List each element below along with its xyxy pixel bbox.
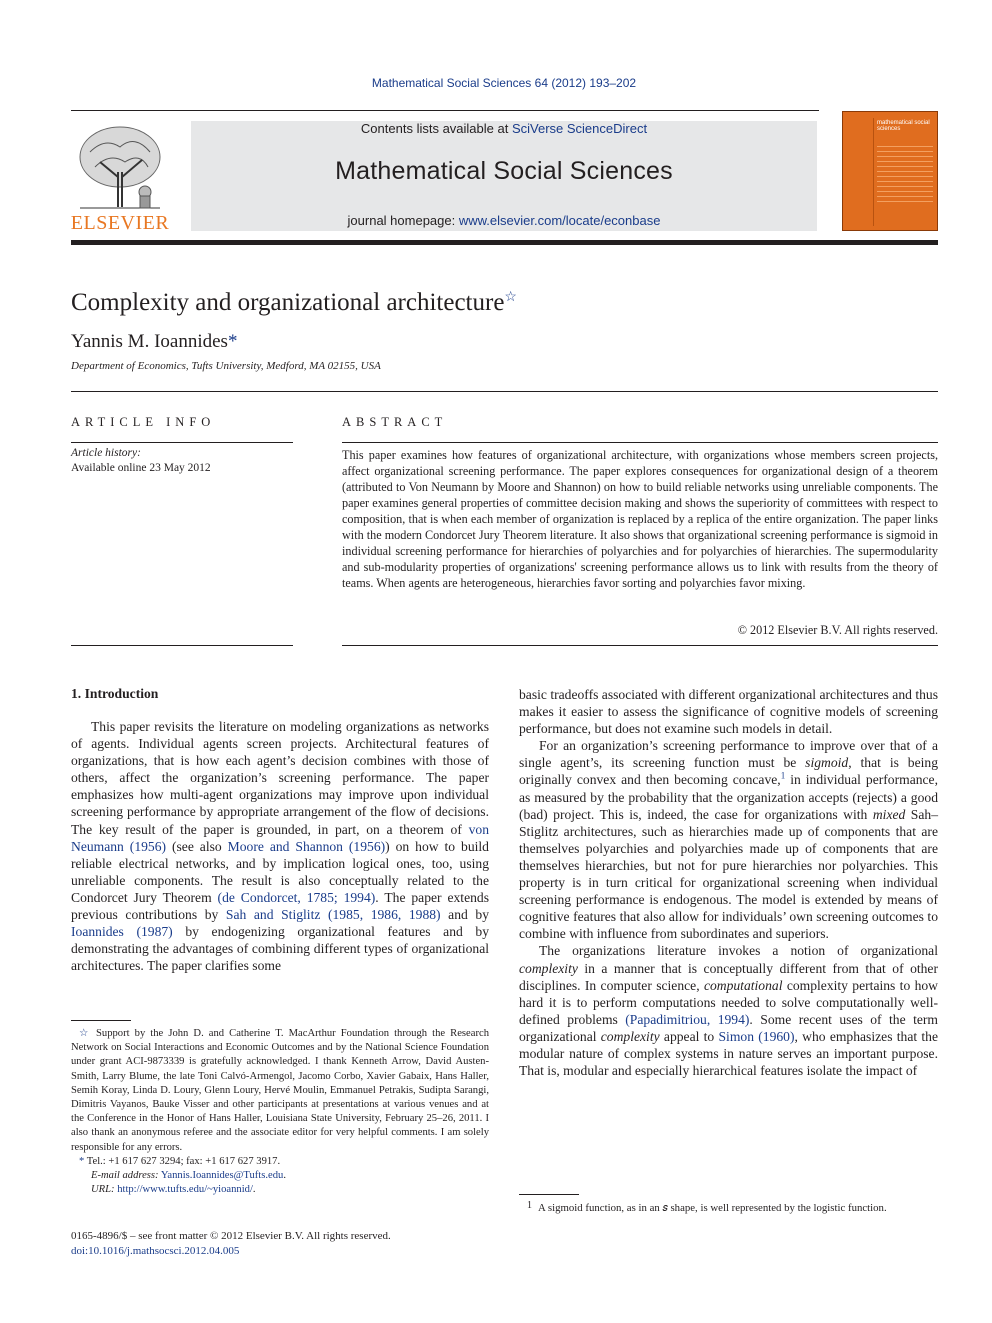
- author-name: Yannis M. Ioannides: [71, 331, 228, 352]
- footnote-1: [527, 1200, 938, 1215]
- footnote-rule-left: [71, 1020, 131, 1021]
- introduction-heading: 1. Introduction: [71, 686, 159, 701]
- body-column-left: [71, 718, 489, 974]
- contents-prefix: Contents lists available at: [360, 121, 512, 136]
- article-info-rule-top: [71, 442, 293, 443]
- author-email-link[interactable]: Yannis.Ioannides@Tufts.edu: [160, 1170, 284, 1182]
- cover-sidebar: [845, 118, 874, 226]
- ref-ioannides-link[interactable]: Ioannides (1987): [71, 924, 173, 940]
- issn-line: 0165-4896/$ – see front matter © 2012 Elsevier B.V. All rights reserved.: [71, 1230, 391, 1242]
- doi-link[interactable]: doi:10.1016/j.mathsocsci.2012.04.005: [71, 1245, 240, 1257]
- body-column-right: [519, 686, 938, 1079]
- footnote-author-contact: * Tel.: +1 617 627 3294; fax: +1 617 627 3917.: [79, 1155, 281, 1167]
- footnote-1-ref[interactable]: 1: [780, 770, 786, 781]
- journal-reference[interactable]: Mathematical Social Sciences 64 (2012) 193–202: [371, 76, 637, 90]
- cover-contents-lines: [877, 146, 933, 206]
- journal-cover-thumbnail: [842, 111, 938, 231]
- intro-paragraph-1: This paper revisits the literature on modeling organizations as networks of agents. Individual agents screen projects. Architectural features of organizations, that is how each agent’s decision combines with those of others, affect the organization’s screening performance. The paper emphasizes how multi-agent organizations may improve upon individual screening performance by appropriate arrangement of the flow of decisions. The key result of the paper is grounded, in part, on a theorem of von Neumann (1956) (see also Moore and Shannon (1956)) on how to build reliable electrical networks, and by implication logical ones, too, using unreliable components. The result is also conceptually related to the Condorcet Jury Theorem (de Condorcet, 1785; 1994). The paper extends previous contributions by Sah and Stiglitz (1985, 1986, 1988) and by Ioannides (1987) by endogenizing organizational features and by demonstrating the advantages of combining different types of organizational architectures. The paper clarifies some: [71, 719, 489, 974]
- homepage-line: [191, 213, 817, 228]
- footnote-star: ☆ Support by the John D. and Catherine T. MacArthur Foundation through the Research Network on Social Interactions and Economic Outcomes and by the National Science Foundation under grant ACI-9873339 is gratefully acknowledged. I thank Kenneth Arrow, David Austen-Smith, Larry Blume, the late Toni Calvó-Armengol, Jacomo Corbo, Xavier Gabaix, Hans Haller, Semih Koray, Linda D. Loury, Glenn Loury, Hervé Moulin, Emmanuel Petrakis, Sudipta Sarangi, Dimitris Vayanos, Bauke Visser and other participants at presentations at various venues and at the Conference in the Honor of Hans Haller, Louisiana State University, February 25–26, 2011. I also thank an anonymous referee and the associate editor for very helpful comments. I am solely responsible for any errors.: [71, 1028, 489, 1153]
- footnote-star-icon: ☆: [79, 1028, 91, 1039]
- footnote-rule-right: [519, 1194, 579, 1195]
- ref-simon-link[interactable]: Simon (1960): [718, 1028, 795, 1044]
- masthead-rule: [71, 240, 938, 245]
- homepage-link[interactable]: www.elsevier.com/locate/econbase: [458, 213, 661, 228]
- title-footnote-star-icon[interactable]: ☆: [504, 290, 517, 305]
- ref-sah-stiglitz-link[interactable]: Sah and Stiglitz (1985, 1986, 1988): [225, 907, 441, 923]
- ref-moore-shannon-link[interactable]: Moore and Shannon (1956): [227, 838, 386, 854]
- author-line: [71, 331, 237, 353]
- article-history-value: Available online 23 May 2012: [71, 462, 211, 474]
- paper-title: [71, 289, 517, 317]
- article-history-label: Article history:: [71, 447, 141, 459]
- abstract-heading: ABSTRACT: [342, 415, 448, 429]
- journal-title: Mathematical Social Sciences: [335, 157, 673, 185]
- affiliation-rule: [71, 391, 938, 392]
- abstract-rule-bottom: [342, 645, 938, 646]
- footnotes-left: [71, 1027, 489, 1197]
- ref-condorcet-link[interactable]: (de Condorcet, 1785; 1994): [217, 889, 376, 905]
- publisher-wordmark: ELSEVIER: [70, 212, 170, 234]
- ref-von-neumann-link[interactable]: von Neumann (1956): [71, 821, 489, 854]
- sciencedirect-link[interactable]: SciVerse ScienceDirect: [511, 121, 648, 136]
- intro-paragraph-2: For an organization’s screening performance to improve over that of a single agent’s, its screening function must be sigmoid, that is being originally convex and then becoming concave,$^1$ in individual performance, as measured by the probability that the organization accepts (rejects) a good (bad) project. This is, indeed, the case for organizations with mixed Sah–Stiglitz architectures, such as hierarchies made up of components that are themselves polyarchies and polyarchies made up of components that are themselves hierarchies, but not for pure hierarchies nor polyarchies. This property is in turn critical for organizational screening when individual screening performance is endogenous. The model is extended by means of cognitive features that also allow for individuals’ own screening outcomes to combine with influence from subordinates and superiors.: [519, 738, 938, 942]
- contents-line: [191, 121, 817, 136]
- footnote-asterisk-icon: *: [79, 1155, 85, 1167]
- author-url-link[interactable]: http://www.tufts.edu/~yioannid/: [117, 1184, 253, 1196]
- article-info-heading: ARTICLE INFO: [71, 415, 216, 429]
- footnote-email: E-mail address: Yannis.Ioannides@Tufts.edu.: [91, 1170, 286, 1182]
- intro-paragraph-3: The organizations literature invokes a notion of organizational complexity in a manner that is conceptually different from that of other disciplines. In computer science, computational complexity pertains to how hard it is to perform computations needed to solve computationally well-defined problems (Papadimitriou, 1994). Some recent uses of the term organizational complexity appeal to Simon (1960), who emphasizes that the modular nature of complex systems in nature serves an important purpose. That is, modular and especially hierarchical features isolate the impact of: [519, 943, 938, 1079]
- footnote-1-number: 1: [527, 1200, 532, 1211]
- ref-papadimitriou-link[interactable]: (Papadimitriou, 1994): [625, 1011, 750, 1027]
- cover-title: mathematical social sciences: [877, 120, 930, 132]
- homepage-prefix: journal homepage:: [347, 213, 459, 228]
- author-affiliation: Department of Economics, Tufts University, Medford, MA 02155, USA: [71, 360, 381, 372]
- article-info-rule-bottom: [71, 645, 293, 646]
- paper-title-text: Complexity and organizational architecture: [71, 289, 505, 316]
- abstract-copyright: © 2012 Elsevier B.V. All rights reserved.: [737, 623, 938, 637]
- footnote-url: URL: http://www.tufts.edu/~yioannid/.: [91, 1184, 256, 1196]
- footnote-1-text: A sigmoid function, as in an 𝑠 shape, is well represented by the logistic function.: [538, 1202, 887, 1214]
- header-rule: [71, 110, 819, 111]
- intro-paragraph-1-continued: basic tradeoffs associated with different organizational architectures and thus makes it easier to assess the significance of cognitive models of screening performance, but does not examine such models in detail.: [519, 687, 938, 737]
- abstract-text: This paper examines how features of organizational architecture, with organizations whose members screen projects, affect organizational screening performance. The paper explores consequences for organizational design of a theorem (attributed to Von Neumann by Moore and Shannon) on how to build reliable networks using unreliable components. The paper examines general properties of committee decision making and shows the superiority of committees with respect to composition, that is when each member of organization is replaced by a replica of the entire organization. The paper links with the modern Condorcet Jury Theorem literature. It also shows that organizational screening performance is sigmoid in individual screening performance for hierarchies of polyarchies and for polyarchies of hierarchies. The supermodularity and sub-modularity properties of organizations' screening performance allows us to link with results from the theory of teams. When agents are heterogeneous, hierarchies favor sorting and polyarchies favor mixing.: [342, 448, 938, 590]
- abstract-rule-top: [342, 442, 938, 443]
- author-footnote-asterisk-icon[interactable]: *: [227, 331, 238, 352]
